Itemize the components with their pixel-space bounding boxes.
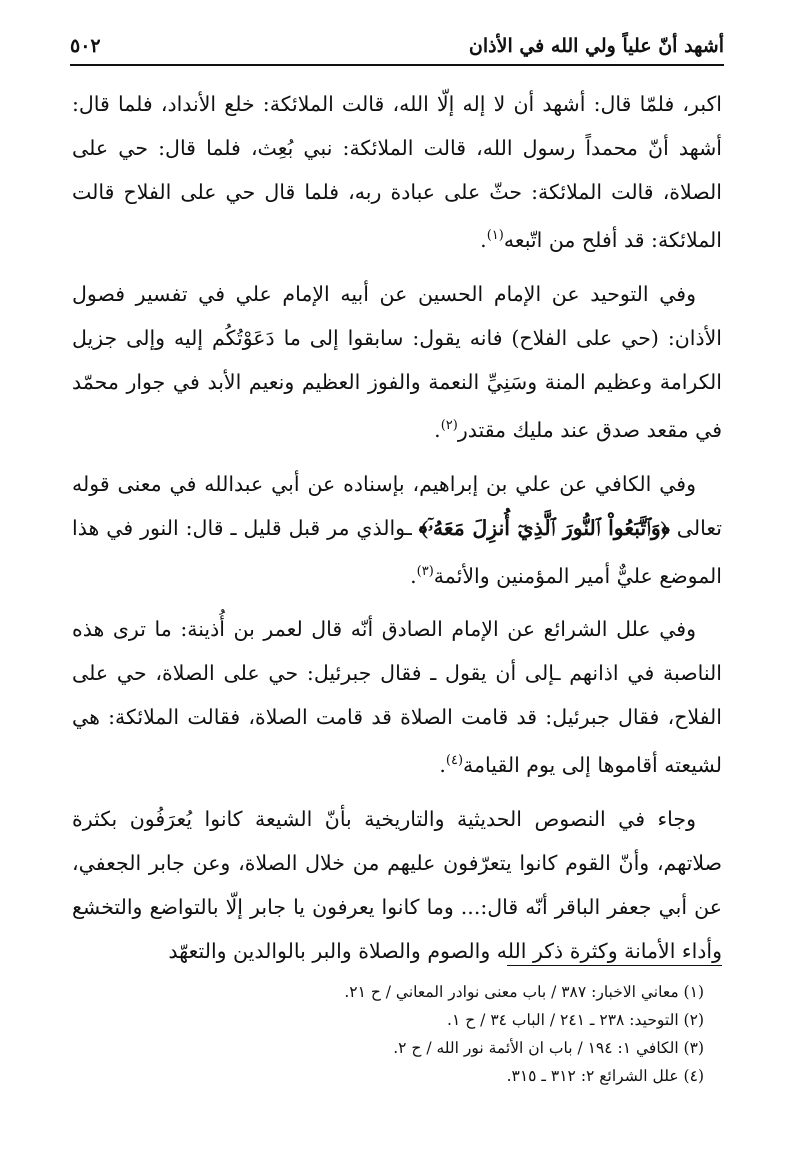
footnote-divider [507, 965, 722, 966]
page-header [70, 28, 724, 66]
paragraph: وجاء في النصوص الحديثية والتاريخية بأنّ الشيعة كانوا يُعرَفُون بكثرة صلاتهم، وأنّ القوم كانوا يتعرّفون عليهم من خلال الصلاة، وعن جابر الجعفي، عن أبي جعفر الباقر أنّه قال:... وما كانوا يعرفون يا جابر إلّا بالتواضع والتخشع وأداء الأمانة وكثرة ذكر الله والصوم والصلاة والبر بالوالدين والتعهّد [72, 807, 722, 964]
page-number: ٥٠٢ [70, 35, 101, 57]
paragraph: وفي الكافي عن علي بن إبراهيم، بإسناده عن أبي عبدالله في معنى قوله تعالى ﴿وَٱتَّبَعُواْ ٱلنُّورَ ٱلَّذِيٓ أُنزِلَ مَعَهُۥٓ﴾ ـوالذي مر قبل قليل ـ قال: النور في هذا الموضع عليٌّ أمير المؤمنين والأئمة$^{(٣)}$. [72, 471, 722, 588]
footnote: (٤) علل الشرائع ٢: ٣١٢ ـ ٣١٥. [506, 1067, 704, 1085]
footnote-ref: (٢) [440, 417, 458, 433]
running-title: أشهد أنّ علياً ولي الله في الأذان [468, 35, 724, 57]
quran-verse: ﴿وَٱتَّبَعُواْ ٱلنُّورَ ٱلَّذِيٓ أُنزِلَ مَعَهُۥٓ﴾ [418, 515, 670, 540]
main-text [72, 82, 722, 983]
footnote-ref: (٣) [416, 563, 434, 579]
footnotes [72, 978, 704, 1090]
paragraph: وفي التوحيد عن الإمام الحسين عن أبيه الإمام علي في تفسير فصول الأذان: (حي على الفلاح) فانه يقول: سابقوا إلى ما دَعَوْتُكُم إليه وإلى جزيل الكرامة وعظيم المنة وسَنِيِّ النعمة والفوز العظيم ونعيم الأبد في جوار محمّد في مقعد صدق عند مليك مقتدر$^{(٢)}$. [72, 281, 722, 442]
footnote: (٢) التوحيد: ٢٣٨ ـ ٢٤١ / الباب ٣٤ / ح ١. [447, 1011, 704, 1029]
paragraph: اكبر، فلمّا قال: أشهد أن لا إله إلّا الله، قالت الملائكة: خلع الأنداد، فلما قال: أشهد أنّ محمداً رسول الله، قالت الملائكة: نبي بُعِث، فلما قال: حي على الصلاة، قالت الملائكة: حثّ على عبادة ربه، فلما قال حي على الفلاح قالت الملائكة: قد أفلح من اتّبعه$^{(١)}$. [72, 92, 722, 252]
paragraph: وفي علل الشرائع عن الإمام الصادق أنّه قال لعمر بن أُذينة: ما ترى هذه الناصبة في اذانهم ـإلى أن يقول ـ فقال جبرئيل: حي على الصلاة، حي على الفلاح، فقال جبرئيل: قد قامت الصلاة قد قامت الصلاة، فقالت الملائكة: هي لشيعته أقاموها إلى يوم القيامة$^{(٤)}$. [72, 617, 722, 778]
footnote: (١) معاني الاخبار: ٣٨٧ / باب معنى نوادر المعاني / ح ٢١. [344, 983, 704, 1001]
footnote-ref: (١) [486, 228, 504, 243]
footnote-ref: (٤) [445, 753, 464, 769]
footnote: (٣) الكافي ١: ١٩٤ / باب ان الأئمة نور الله / ح ٢. [393, 1039, 704, 1057]
